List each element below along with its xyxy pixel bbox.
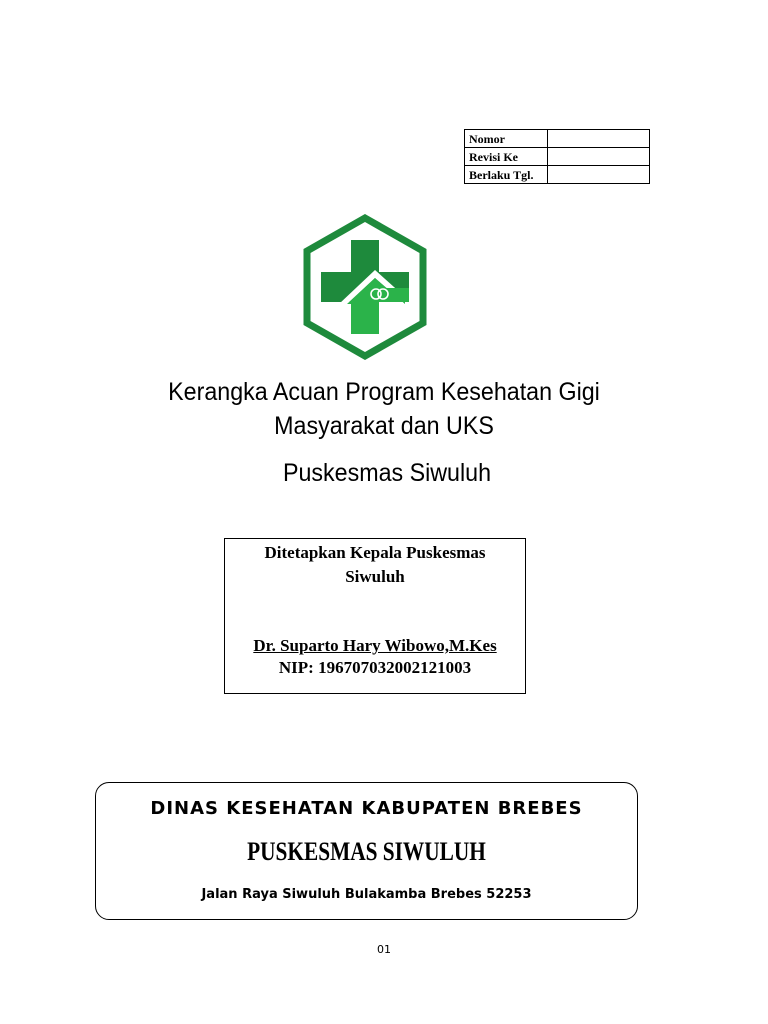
document-subtitle: Puskesmas Siwuluh	[282, 459, 492, 487]
approval-box	[224, 538, 526, 694]
approver-name-text: Dr. Suparto Hary Wibowo,M.Kes	[253, 636, 497, 655]
agency-header-box	[95, 782, 638, 920]
doc-info-value	[548, 166, 650, 184]
doc-info-row-revisi	[465, 148, 650, 166]
document-info-table	[464, 129, 650, 184]
agency-name: PUSKESMAS SIWULUH	[247, 837, 486, 866]
agency-address: Jalan Raya Siwuluh Bulakamba Brebes 52253	[201, 887, 532, 902]
doc-info-label: Revisi Ke	[465, 148, 548, 166]
approver-name	[225, 635, 525, 657]
approval-title	[225, 541, 525, 589]
puskesmas-logo-icon	[303, 214, 427, 360]
document-title-line-1: Kerangka Acuan Program Kesehatan Gigi	[168, 378, 600, 406]
document-title-line-2: Masyarakat dan UKS	[274, 412, 494, 440]
page-number: 01	[377, 943, 391, 956]
doc-info-label: Nomor	[465, 130, 548, 148]
agency-department: DINAS KESEHATAN KABUPATEN BREBES	[150, 798, 583, 819]
doc-info-row-berlaku	[465, 166, 650, 184]
doc-info-row-nomor	[465, 130, 650, 148]
approval-title-line-1: Ditetapkan Kepala Puskesmas	[264, 543, 486, 562]
doc-info-label: Berlaku Tgl.	[465, 166, 548, 184]
approver-nip: NIP: 196707032002121003	[278, 658, 472, 677]
doc-info-value	[548, 148, 650, 166]
approval-title-line-2: Siwuluh	[345, 567, 405, 586]
doc-info-value	[548, 130, 650, 148]
